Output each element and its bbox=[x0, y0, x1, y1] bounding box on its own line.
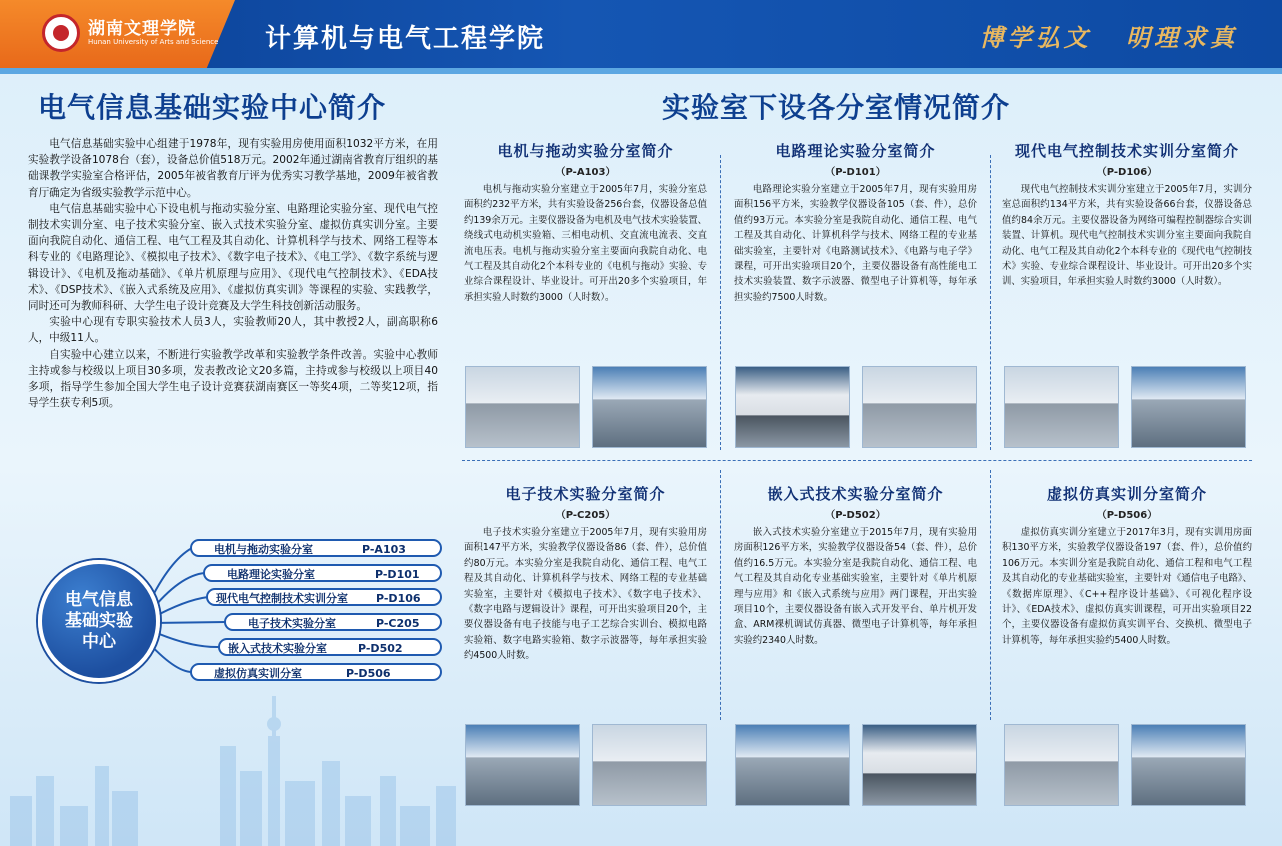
motto-part-2: 明理求真 bbox=[1126, 23, 1238, 52]
branch-p-d502 bbox=[218, 638, 442, 656]
lab-title: 虚拟仿真实训分室简介 bbox=[1046, 485, 1207, 503]
branch-name: 现代电气控制技术实训分室 bbox=[216, 592, 348, 605]
lab-code: （P-C205） bbox=[555, 510, 616, 521]
column-divider bbox=[720, 470, 721, 720]
lab-code: （P-D101） bbox=[825, 167, 886, 178]
university-name: 湖南文理学院 bbox=[88, 19, 196, 39]
lab-title: 电子技术实验分室简介 bbox=[505, 485, 666, 503]
branch-code: P-D506 bbox=[346, 667, 391, 680]
lab-card-p-d106 bbox=[996, 140, 1258, 290]
intro-paragraph: 自实验中心建立以来，不断进行实验教学改革和实验教学条件改善。实验中心教师主持或参与校级以上项目30多项，发表教改论文20多篇，主持或参与校级以上项目40多项，指导学生参加全国大学生电子设计竞赛获湖南赛区一等奖4项，二等奖12项，指导学生获专利5项。 bbox=[28, 348, 438, 410]
lab-photos bbox=[1004, 724, 1246, 806]
lab-photo bbox=[862, 724, 977, 806]
lab-description: 电子技术实验分室建立于2005年7月，现有实验用房面积147平方米，实验教学仪器设备86（套、件），总价值约80万元。本实验分室是我院自动化、通信工程、电气工程及其自动化、计算机科学与技术、网络工程的专业基础实验室，主要针对《模拟电子技术》、《数字电子技术》、《数字电路与逻辑设计》课程，可开出实验项目20个，主要仪器设备有电子技能与电子工艺综合实训台、模拟电路实验箱、数字电路实验箱、数字示波器等，每年承担实验约4500人时数。 bbox=[464, 527, 707, 662]
university-english-name: Hunan University of Arts and Science bbox=[88, 38, 219, 46]
intro-paragraph: 电气信息基础实验中心组建于1978年，现有实验用房使用面积1032平方米，在用实验教学设备1078台（套），设备总价值518万元。2002年通过湖南省教育厅组织的基础课教学实验室合格评估，2005年被省教育厅评为优秀实习教学基地，2009年被省教育厅确定为省级实验教学示范中心。 bbox=[28, 138, 438, 199]
lab-description: 电机与拖动实验分室建立于2005年7月，实验分室总面积约232平方米，共有实验设备256台套，仪器设备总值约139余万元。主要仪器设备为电机及电气技术实验装置、绕线式电动机实验箱、三相电动机、交直流电流表、交直流电压表。电机与拖动实验分室主要面向我院自动化、电气工程及其自动化2个本科专业的《电机与拖动》实验、专业综合课程设计、毕业设计。可开出20多个实验项目，年承担实验人时数约3000（人时数）。 bbox=[464, 184, 707, 303]
center-hub bbox=[38, 560, 160, 682]
branch-name: 电机与拖动实验分室 bbox=[214, 543, 313, 556]
column-divider bbox=[720, 155, 721, 450]
column-divider bbox=[990, 470, 991, 720]
branch-code: P-C205 bbox=[376, 617, 420, 630]
lab-photos bbox=[735, 366, 977, 448]
labs-overview-title: 实验室下设各分室情况简介 bbox=[662, 91, 1011, 124]
lab-photo bbox=[1131, 366, 1246, 448]
lab-photo bbox=[862, 366, 977, 448]
branch-code: P-A103 bbox=[362, 543, 406, 556]
lab-photos bbox=[735, 724, 977, 806]
branch-code: P-D101 bbox=[375, 568, 420, 581]
branch-p-d506 bbox=[190, 663, 442, 681]
lab-code: （P-D106） bbox=[1096, 167, 1158, 178]
lab-title: 电路理论实验分室简介 bbox=[775, 142, 936, 160]
branch-p-c205 bbox=[224, 613, 442, 631]
lab-photo bbox=[592, 724, 707, 806]
lab-code: （P-A103） bbox=[555, 167, 616, 178]
college-name: 计算机与电气工程学院 bbox=[265, 24, 546, 54]
lab-photos bbox=[465, 724, 707, 806]
center-intro-title: 电气信息基础实验中心简介 bbox=[38, 91, 387, 124]
row-divider bbox=[462, 460, 1252, 461]
lab-description: 现代电气控制技术实训分室建立于2005年7月，实训分室总面积约134平方米，共有实验设备66台套，仪器设备总值约84余万元。主要仪器设备为网络可编程控制器综合实训装置、计算机。现代电气控制技术实训分室主要面向我院自动化、电气工程及其自动化2个本科专业的《现代电气控制技术》实验、专业综合课程设计、毕业设计。可开出20多个实训、实验项目，年承担实验人时数约3000（人时数）。 bbox=[1002, 184, 1252, 288]
hub-label: 电气信息基础实验中心 bbox=[65, 589, 133, 652]
lab-title: 现代电气控制技术实训分室简介 bbox=[1014, 142, 1239, 160]
lab-card-p-d506 bbox=[996, 483, 1258, 648]
intro-paragraph: 实验中心现有专职实验技术人员3人，实验教师20人，其中教授2人，副高职称6人，中级11人。 bbox=[28, 316, 438, 345]
lab-description: 嵌入式技术实验分室建立于2015年7月，现有实验用房面积126平方米，实验教学仪器设备54（套、件），总价值约16.5万元。本实验分室是我院自动化、通信工程、电气工程及其自动化专业基础实验室，主要针对《单片机原理与应用》和《嵌入式系统与应用》两门课程，开出实验项目10个，主要仪器设备有嵌入式开发平台、单片机开发盒、ARM裸机调试仿真器、微型电子计算机等，每年承担实验约2340人时数。 bbox=[734, 527, 977, 646]
lab-photo bbox=[592, 366, 707, 448]
lab-photo bbox=[1131, 724, 1246, 806]
lab-photos bbox=[1004, 366, 1246, 448]
branch-p-d101 bbox=[203, 564, 442, 582]
branch-name: 电子技术实验分室 bbox=[248, 617, 336, 630]
lab-photo bbox=[465, 366, 580, 448]
lab-card-p-a103 bbox=[458, 140, 713, 305]
lab-photos bbox=[465, 366, 707, 448]
motto-part-1: 博学弘文 bbox=[979, 23, 1092, 52]
lab-card-p-c205 bbox=[458, 483, 713, 664]
column-divider bbox=[990, 155, 991, 450]
lab-photo bbox=[735, 724, 850, 806]
branch-name: 虚拟仿真实训分室 bbox=[214, 667, 302, 680]
branch-p-d106 bbox=[206, 588, 442, 606]
lab-code: （P-D502） bbox=[825, 510, 886, 521]
lab-title: 电机与拖动实验分室简介 bbox=[497, 142, 674, 160]
lab-description: 虚拟仿真实训分室建立于2017年3月，现有实训用房面积130平方米，实验教学仪器设备197（套、件），总价值约106万元。本实训分室是我院自动化、通信工程和电气工程及其自动化的专业基础实验室，主要针对《通信电子电路》、《数据库原理》、《C++程序设计基础》、《可视化程序设计》、《EDA技术》、虚拟仿真实训课程，可开出实验项目22个，主要仪器设备有虚拟仿真实训平台、交换机、微型电子计算机等，每年承担实验约5400人时数。 bbox=[1002, 527, 1252, 646]
lab-description: 电路理论实验分室建立于2005年7月，现有实验用房面积156平方米，实验教学仪器设备105（套、件），总价值约93万元。本实验分室是我院自动化、通信工程、电气工程及其自动化、计算机科学与技术、网络工程的专业基础实验室，主要针对《电路测试技术》、《电路与电子学》课程，可开出实验项目20个，主要仪器设备有高性能电工技术实验装置、数字示波器、微型电子计算机等，每年承担实验约7500人时数。 bbox=[734, 184, 977, 303]
branch-code: P-D106 bbox=[376, 592, 421, 605]
branch-name: 电路理论实验分室 bbox=[227, 568, 315, 581]
lab-photo bbox=[735, 366, 850, 448]
lab-code: （P-D506） bbox=[1096, 510, 1158, 521]
branch-p-a103 bbox=[190, 539, 442, 557]
lab-card-p-d101 bbox=[728, 140, 983, 305]
lab-photo bbox=[1004, 724, 1119, 806]
intro-paragraph: 电气信息基础实验中心下设电机与拖动实验分室、电路理论实验分室、现代电气控制技术实训分室、电子技术实验分室、嵌入式技术实验分室、虚拟仿真实训分室。主要面向我院自动化、通信工程、电气工程及其自动化、计算机科学与技术、网络工程等本科专业的《电路理论》、《模拟电子技术》、《数字电子技术》、《电工学》、《数字系统与逻辑设计》、《电机及拖动基础》、《单片机原理与应用》、《现代电气控制技术》、《EDA技术》、《DSP技术》、《嵌入式系统及应用》、《虚拟仿真实训》等课程的实验、实践教学，同时还可为教师科研、大学生电子设计竞赛及大学生科技创新活动服务。 bbox=[28, 202, 438, 313]
branch-code: P-D502 bbox=[358, 642, 403, 655]
branch-name: 嵌入式技术实验分室 bbox=[228, 642, 327, 655]
lab-card-p-d502 bbox=[728, 483, 983, 648]
lab-photo bbox=[465, 724, 580, 806]
lab-title: 嵌入式技术实验分室简介 bbox=[767, 485, 944, 503]
lab-photo bbox=[1004, 366, 1119, 448]
